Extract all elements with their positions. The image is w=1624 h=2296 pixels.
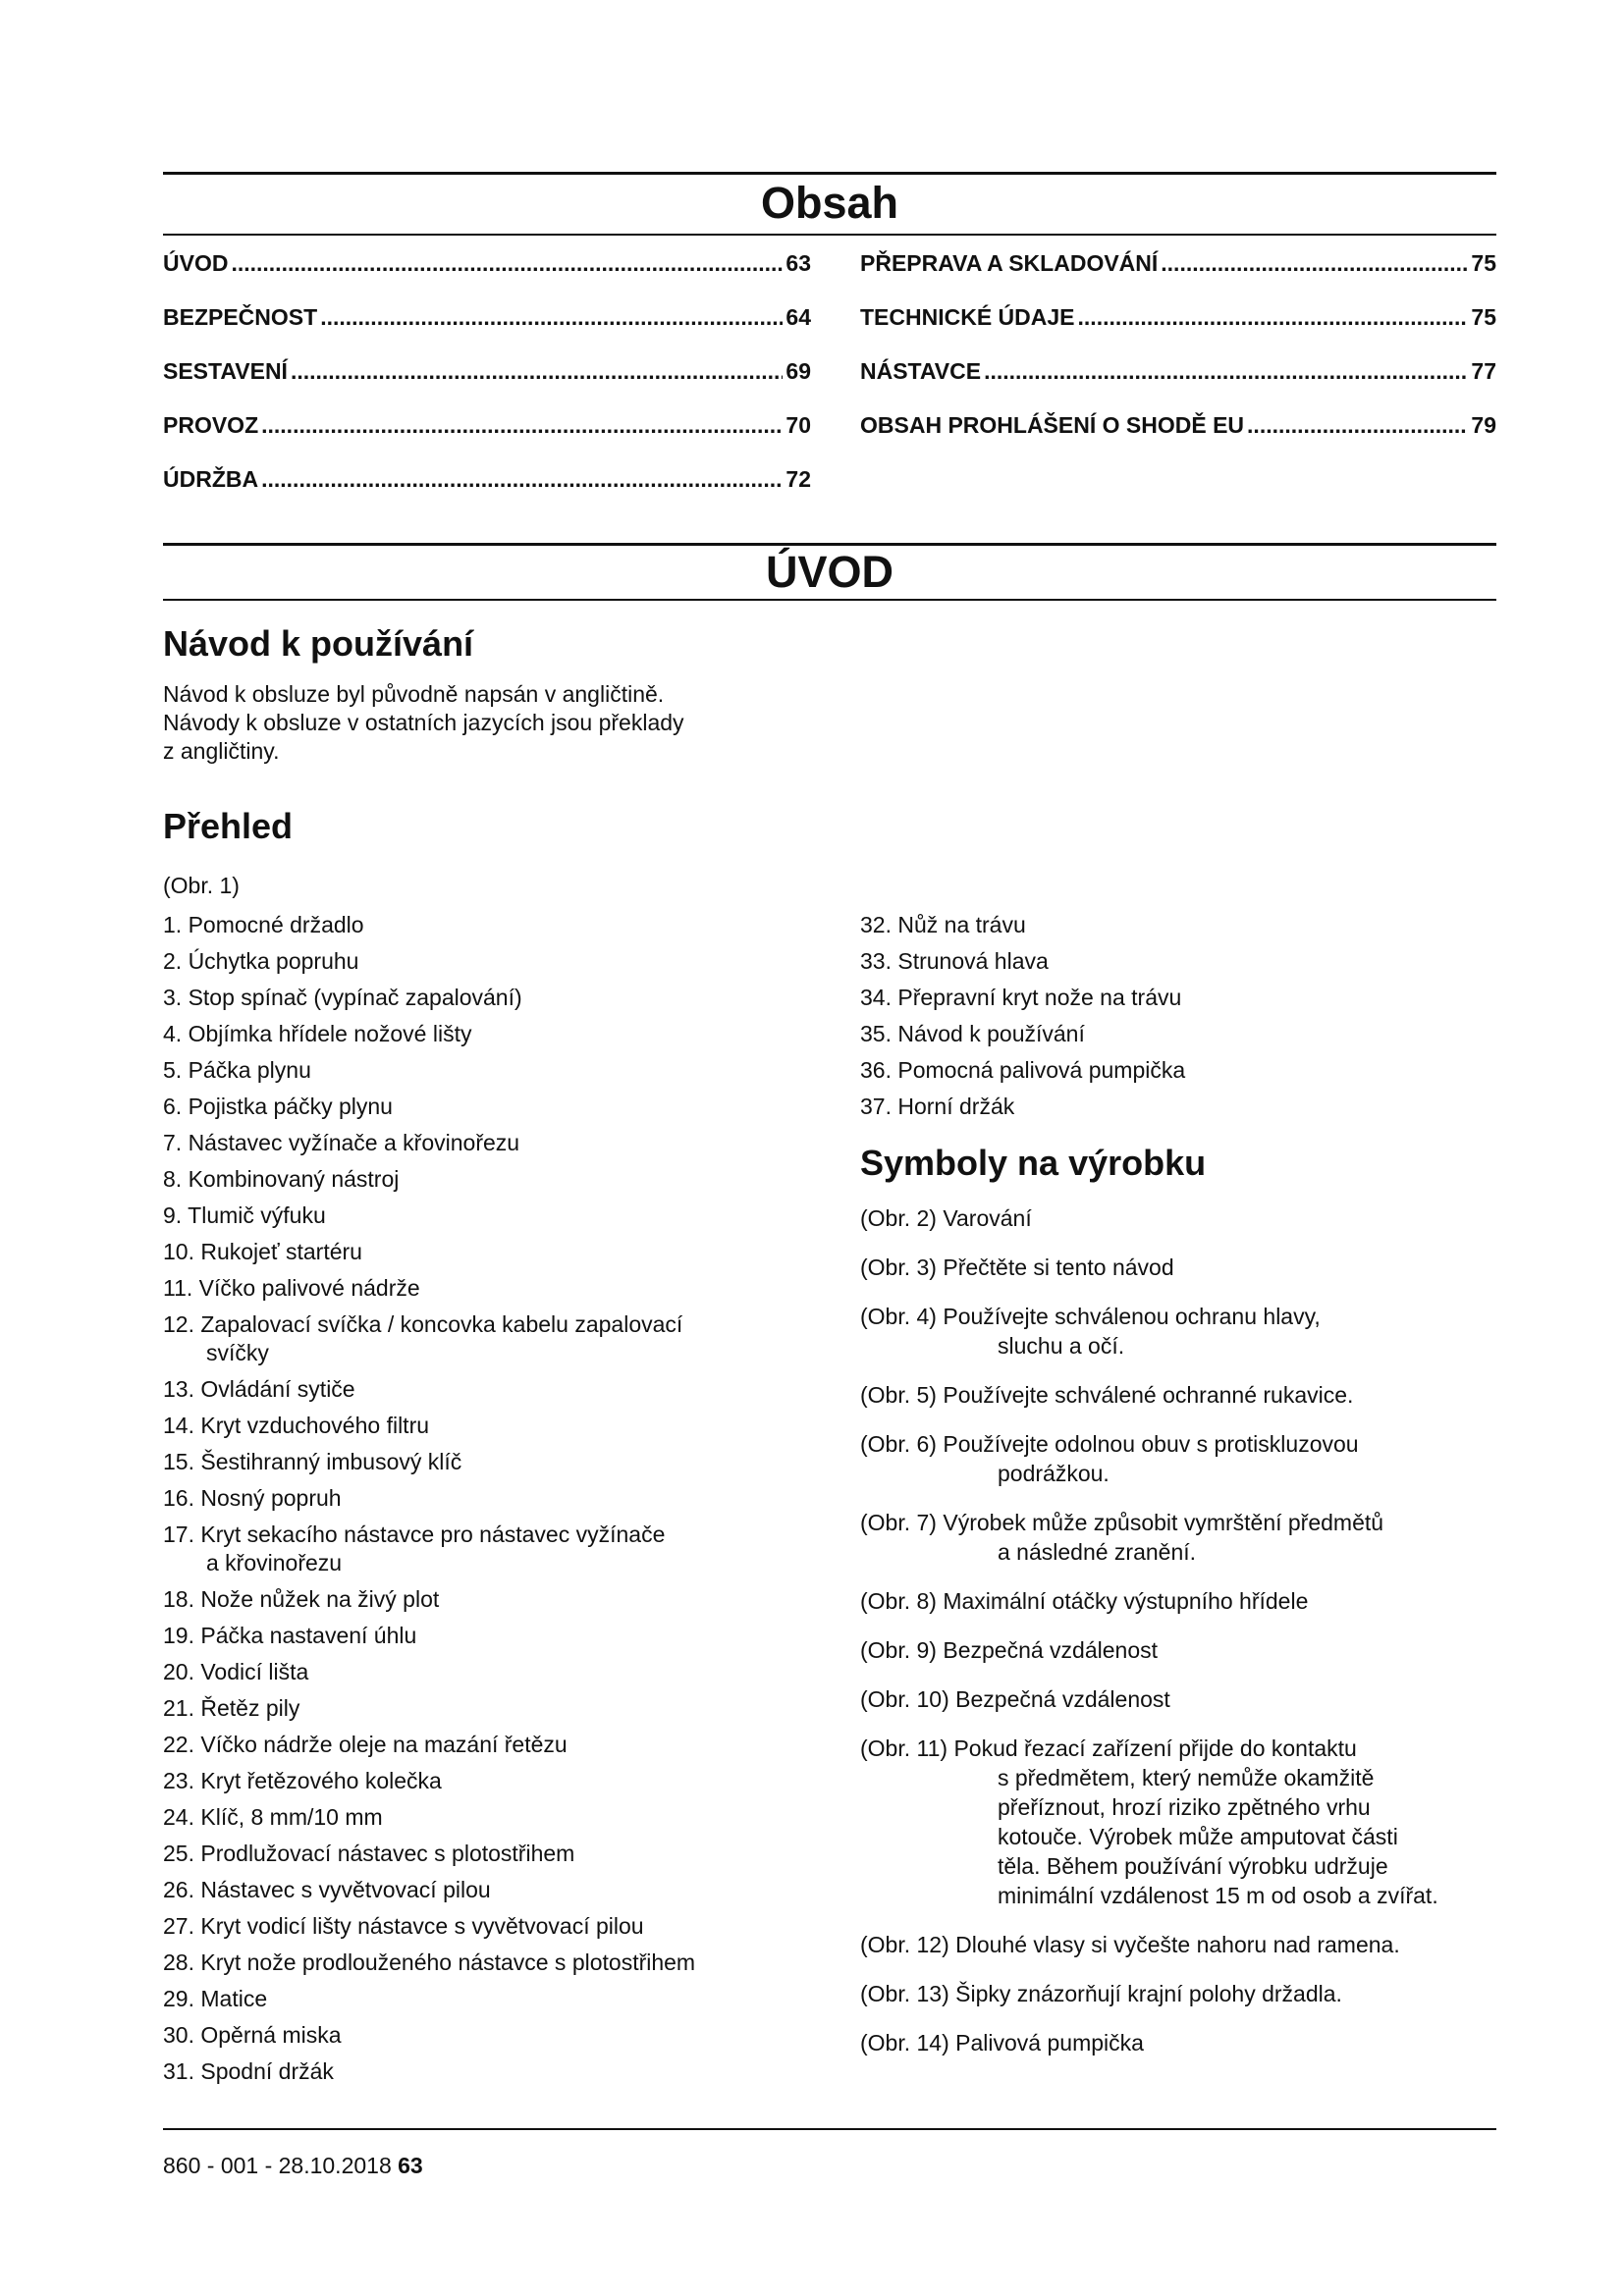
symbol-item: (Obr. 14) Palivová pumpička xyxy=(860,2030,1144,2056)
list-item: 4. Objímka hřídele nožové lišty xyxy=(163,1021,472,1046)
list-item: 24. Klíč, 8 mm/10 mm xyxy=(163,1804,383,1830)
list-item: 10. Rukojeť startéru xyxy=(163,1239,362,1264)
toc-entry[interactable]: SESTAVENÍ ..... 69 xyxy=(163,358,811,412)
list-item: 19. Páčka nastavení úhlu xyxy=(163,1623,417,1648)
symbol-item: (Obr. 12) Dlouhé vlasy si vyčešte nahoru nad ramena. xyxy=(860,1932,1400,1957)
figure-ref: (Obr. 3) xyxy=(860,1255,937,1280)
list-item: 16. Nosný popruh xyxy=(163,1485,342,1511)
symbols-list xyxy=(860,1203,1498,2077)
symbol-item: (Obr. 7) Výrobek může způsobit vymrštění předmětů a následné zranění. xyxy=(860,1510,1384,1565)
list-item: 23. Kryt řetězového kolečka xyxy=(163,1768,442,1793)
list-item: 11. Víčko palivové nádrže xyxy=(163,1275,420,1301)
list-item: 26. Nástavec s vyvětvovací pilou xyxy=(163,1877,491,1902)
toc-right-column xyxy=(860,250,1496,466)
symbol-item: (Obr. 5) Používejte schválené ochranné rukavice. xyxy=(860,1382,1354,1408)
manual-text: Návod k obsluze byl původně napsán v angličtině. Návody k obsluze v ostatních jazycích jsou překlady z angličtiny. xyxy=(163,681,684,764)
toc-entry[interactable]: OBSAH PROHLÁŠENÍ O SHODĚ EU ..... 79 xyxy=(860,412,1496,466)
footer xyxy=(163,2153,423,2179)
symbol-item: (Obr. 8) Maximální otáčky výstupního hřídele xyxy=(860,1588,1309,1614)
list-item: 33. Strunová hlava xyxy=(860,948,1049,974)
list-item: 36. Pomocná palivová pumpička xyxy=(860,1057,1186,1083)
symbol-item: (Obr. 9) Bezpečná vzdálenost xyxy=(860,1637,1159,1663)
list-item: 29. Matice xyxy=(163,1986,268,2011)
figure-ref: (Obr. 5) xyxy=(860,1382,937,1408)
overview-heading: Přehled xyxy=(163,806,294,846)
list-item: 13. Ovládání sytiče xyxy=(163,1376,355,1402)
list-item: 28. Kryt nože prodlouženého nástavce s plotostřihem xyxy=(163,1949,696,1975)
figure-ref: (Obr. 6) xyxy=(860,1431,937,1457)
symbol-item: (Obr. 11) Pokud řezací zařízení přijde do kontaktu s předmětem, který nemůže okamžitě přeříznout, hrozí riziko zpětného vrhu kotouče. Výrobek může amputovat části těla. Během používání výrobku udržuje minimální vzdálenost 15 m od osob a zvířat. xyxy=(860,1735,1438,1908)
toc-entry[interactable]: PROVOZ ..... 70 xyxy=(163,412,811,466)
list-item: 27. Kryt vodicí lišty nástavce s vyvětvovací pilou xyxy=(163,1913,644,1939)
list-item: 32. Nůž na trávu xyxy=(860,912,1026,937)
figure-ref: (Obr. 4) xyxy=(860,1304,937,1329)
symbol-item: (Obr. 6) Používejte odolnou obuv s protiskluzovou podrážkou. xyxy=(860,1431,1359,1486)
figure-ref: (Obr. 14) xyxy=(860,2030,949,2056)
list-item: 9. Tlumič výfuku xyxy=(163,1202,326,1228)
figure-ref: (Obr. 12) xyxy=(860,1932,949,1957)
figure-ref: (Obr. 7) xyxy=(860,1510,937,1535)
list-item: 15. Šestihranný imbusový klíč xyxy=(163,1449,462,1474)
list-item: 20. Vodicí lišta xyxy=(163,1659,309,1684)
toc-entry[interactable]: NÁSTAVCE ..... 77 xyxy=(860,358,1496,412)
page-number: 63 xyxy=(398,2153,423,2178)
chapter-bottom-rule xyxy=(163,599,1496,601)
list-item: 21. Řetěz pily xyxy=(163,1695,300,1721)
figure-ref: (Obr. 13) xyxy=(860,1981,949,2006)
list-item: 31. Spodní držák xyxy=(163,2058,334,2084)
toc-entry[interactable]: ÚDRŽBA ..... 72 xyxy=(163,466,811,520)
toc-entry[interactable]: PŘEPRAVA A SKLADOVÁNÍ ..... 75 xyxy=(860,250,1496,304)
symbol-item: (Obr. 4) Používejte schválenou ochranu hlavy, sluchu a očí. xyxy=(860,1304,1321,1359)
footer-rule xyxy=(163,2128,1496,2130)
figure-ref: (Obr. 10) xyxy=(860,1686,949,1712)
symbols-heading: Symboly na výrobku xyxy=(860,1143,1207,1183)
list-item: 18. Nože nůžek na živý plot xyxy=(163,1586,440,1612)
figure-ref: (Obr. 8) xyxy=(860,1588,937,1614)
toc-entry[interactable]: TECHNICKÉ ÚDAJE ..... 75 xyxy=(860,304,1496,358)
overview-figure-ref: (Obr. 1) xyxy=(163,873,240,898)
list-item: 37. Horní držák xyxy=(860,1094,1015,1119)
figure-ref: (Obr. 9) xyxy=(860,1637,937,1663)
overview-list-right xyxy=(860,911,1489,1129)
toc-top-rule xyxy=(163,172,1496,175)
list-item: 6. Pojistka páčky plynu xyxy=(163,1094,393,1119)
list-item: 8. Kombinovaný nástroj xyxy=(163,1166,400,1192)
list-item: 3. Stop spínač (vypínač zapalování) xyxy=(163,985,522,1010)
overview-list-left xyxy=(163,911,850,2094)
figure-ref: (Obr. 2) xyxy=(860,1205,937,1231)
symbol-item: (Obr. 3) Přečtěte si tento návod xyxy=(860,1255,1174,1280)
list-item: 25. Prodlužovací nástavec s plotostřihem xyxy=(163,1841,575,1866)
toc-bottom-rule xyxy=(163,234,1496,236)
toc-title: Obsah xyxy=(760,178,899,228)
footer-code: 860 - 001 - 28.10.2018 xyxy=(163,2153,392,2178)
symbol-item: (Obr. 13) Šipky znázorňují krajní polohy držadla. xyxy=(860,1981,1342,2006)
list-item: 34. Přepravní kryt nože na trávu xyxy=(860,985,1182,1010)
list-item: 1. Pomocné držadlo xyxy=(163,912,364,937)
list-item: 14. Kryt vzduchového filtru xyxy=(163,1413,430,1438)
chapter-title: ÚVOD xyxy=(765,547,893,597)
symbol-item: (Obr. 2) Varování xyxy=(860,1205,1032,1231)
list-item: 30. Opěrná miska xyxy=(163,2022,342,2048)
list-item: 5. Páčka plynu xyxy=(163,1057,311,1083)
list-item: 35. Návod k používání xyxy=(860,1021,1085,1046)
list-item: 7. Nástavec vyžínače a křovinořezu xyxy=(163,1130,520,1155)
list-item: 17. Kryt sekacího nástavce pro nástavec vyžínače a křovinořezu xyxy=(163,1522,666,1575)
list-item: 2. Úchytka popruhu xyxy=(163,948,359,974)
toc-entry[interactable]: ÚVOD ..... 63 xyxy=(163,250,811,304)
symbol-item: (Obr. 10) Bezpečná vzdálenost xyxy=(860,1686,1170,1712)
figure-ref: (Obr. 11) xyxy=(860,1735,948,1761)
manual-heading: Návod k používání xyxy=(163,623,474,664)
toc-entry[interactable]: BEZPEČNOST ..... 64 xyxy=(163,304,811,358)
list-item: 22. Víčko nádrže oleje na mazání řetězu xyxy=(163,1732,568,1757)
toc-left-column xyxy=(163,250,811,520)
list-item: 12. Zapalovací svíčka / koncovka kabelu zapalovací svíčky xyxy=(163,1311,683,1365)
